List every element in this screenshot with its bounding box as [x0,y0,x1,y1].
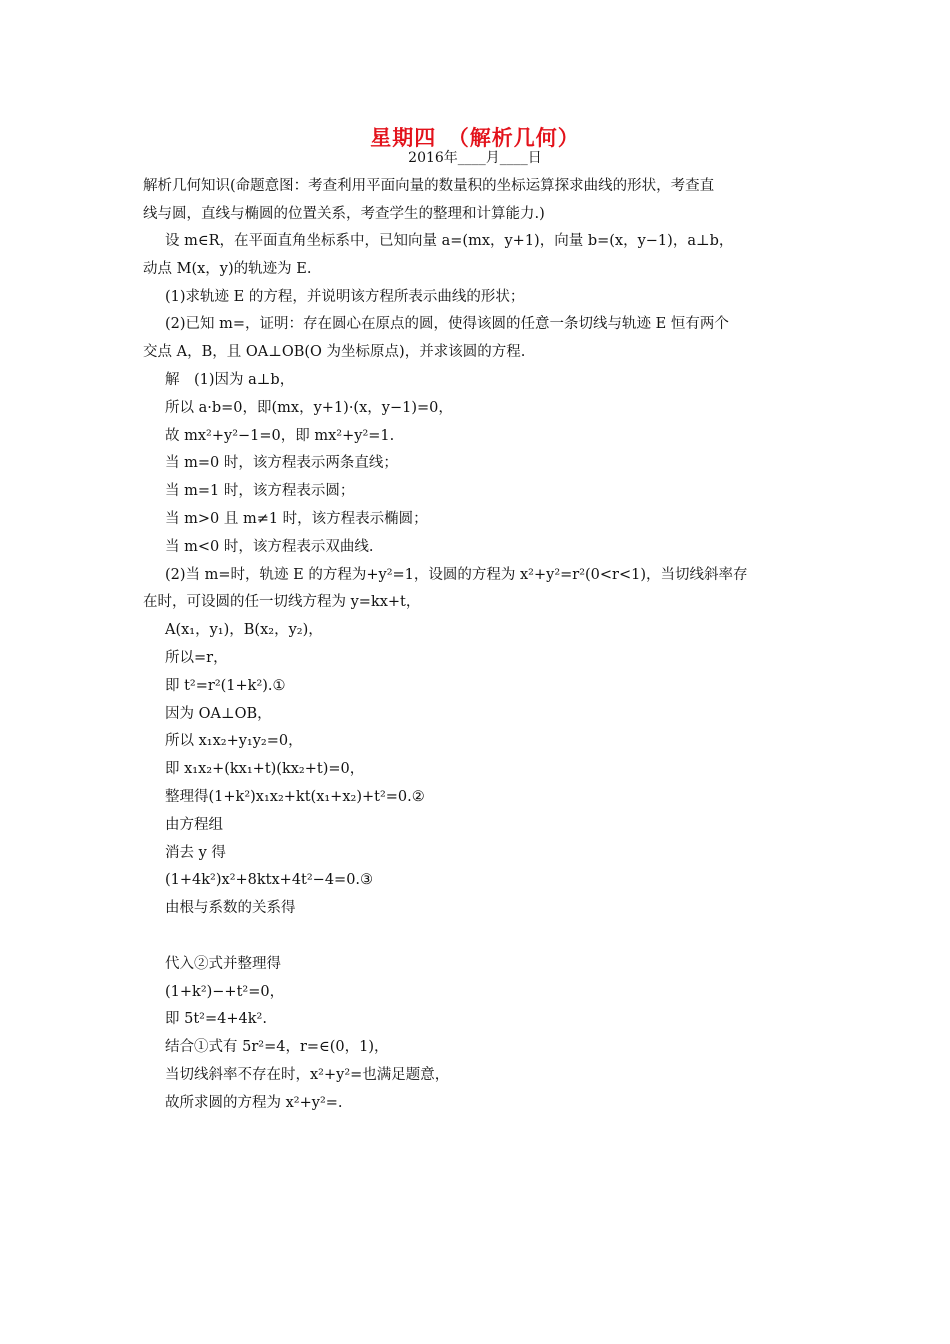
solution-line: 解 (1)因为 a⊥b， [165,371,295,388]
solution-line: 由根与系数的关系得 [165,900,296,917]
solution-line: 所以=r， [165,649,228,666]
solution-line: 即 t²=r²(1+k²).① [165,677,286,694]
date-line: 2016年____月____日 [408,150,542,166]
problem-line: (2)已知 m=，证明：存在圆心在原点的圆，使得该圆的任意一条切线与轨迹 E 恒有两个 [165,316,729,333]
problem-line: (1)求轨迹 E 的方程，并说明该方程所表示曲线的形状； [165,288,525,305]
solution-line: (1+4k²)x²+8ktx+4t²−4=0.③ [165,872,374,889]
solution-line: 当 m<0 时，该方程表示双曲线. [165,538,374,555]
solution-line: (1+k²)−+t²=0， [165,983,285,1000]
solution-line: 故所求圆的方程为 x²+y²=. [165,1094,343,1111]
page-title: 星期四 （解析几何） [370,126,580,150]
solution-line: 所以 x₁x₂+y₁y₂=0， [165,733,303,750]
solution-line: 整理得(1+k²)x₁x₂+kt(x₁+x₂)+t²=0.② [165,788,425,805]
problem-line: 动点 M(x，y)的轨迹为 E. [143,260,312,277]
solution-line: 因为 OA⊥OB， [165,705,272,722]
intro-paragraph [143,172,813,228]
solution-line: 即 x₁x₂+(kx₁+t)(kx₂+t)=0， [165,761,365,778]
solution-line: 当 m>0 且 m≠1 时，该方程表示椭圆； [165,510,428,527]
problem-and-solution [143,228,815,1118]
solution-line: 在时，可设圆的任一切线方程为 y=kx+t， [143,594,421,611]
solution-line: 所以 a·b=0，即(mx，y+1)·(x，y−1)=0， [165,399,453,416]
solution-line: 结合①式有 5r²=4，r=∈(0，1)， [165,1039,389,1056]
problem-line: 交点 A，B，且 OA⊥OB(O 为坐标原点)，并求该圆的方程. [143,344,526,361]
solution-line: (2)当 m=时，轨迹 E 的方程为+y²=1，设圆的方程为 x²+y²=r²(0<r<1)，当切线斜率存 [165,566,748,583]
solution-line: 由方程组 [165,816,223,833]
solution-line: 消去 y 得 [165,844,226,861]
solution-line: 故 mx²+y²−1=0，即 mx²+y²=1. [165,427,395,444]
problem-line: 设 m∈R，在平面直角坐标系中，已知向量 a=(mx，y+1)，向量 b=(x，y−1)，a⊥b， [165,233,734,249]
solution-line: 当 m=0 时，该方程表示两条直线； [165,455,398,472]
solution-line: 即 5t²=4+4k². [165,1011,267,1028]
solution-line: A(x₁，y₁)，B(x₂，y₂)， [165,622,323,639]
intro-line: 线与圆，直线与椭圆的位置关系，考查学生的整理和计算能力.) [143,206,545,222]
blank-line [143,923,815,951]
solution-line: 当 m=1 时，该方程表示圆； [165,483,355,500]
solution-line: 代入②式并整理得 [165,955,281,972]
intro-line: 解析几何知识(命题意图：考查利用平面向量的数量积的坐标运算探求曲线的形状，考查直 [143,178,715,194]
solution-line: 当切线斜率不存在时，x²+y²=也满足题意， [165,1066,450,1083]
